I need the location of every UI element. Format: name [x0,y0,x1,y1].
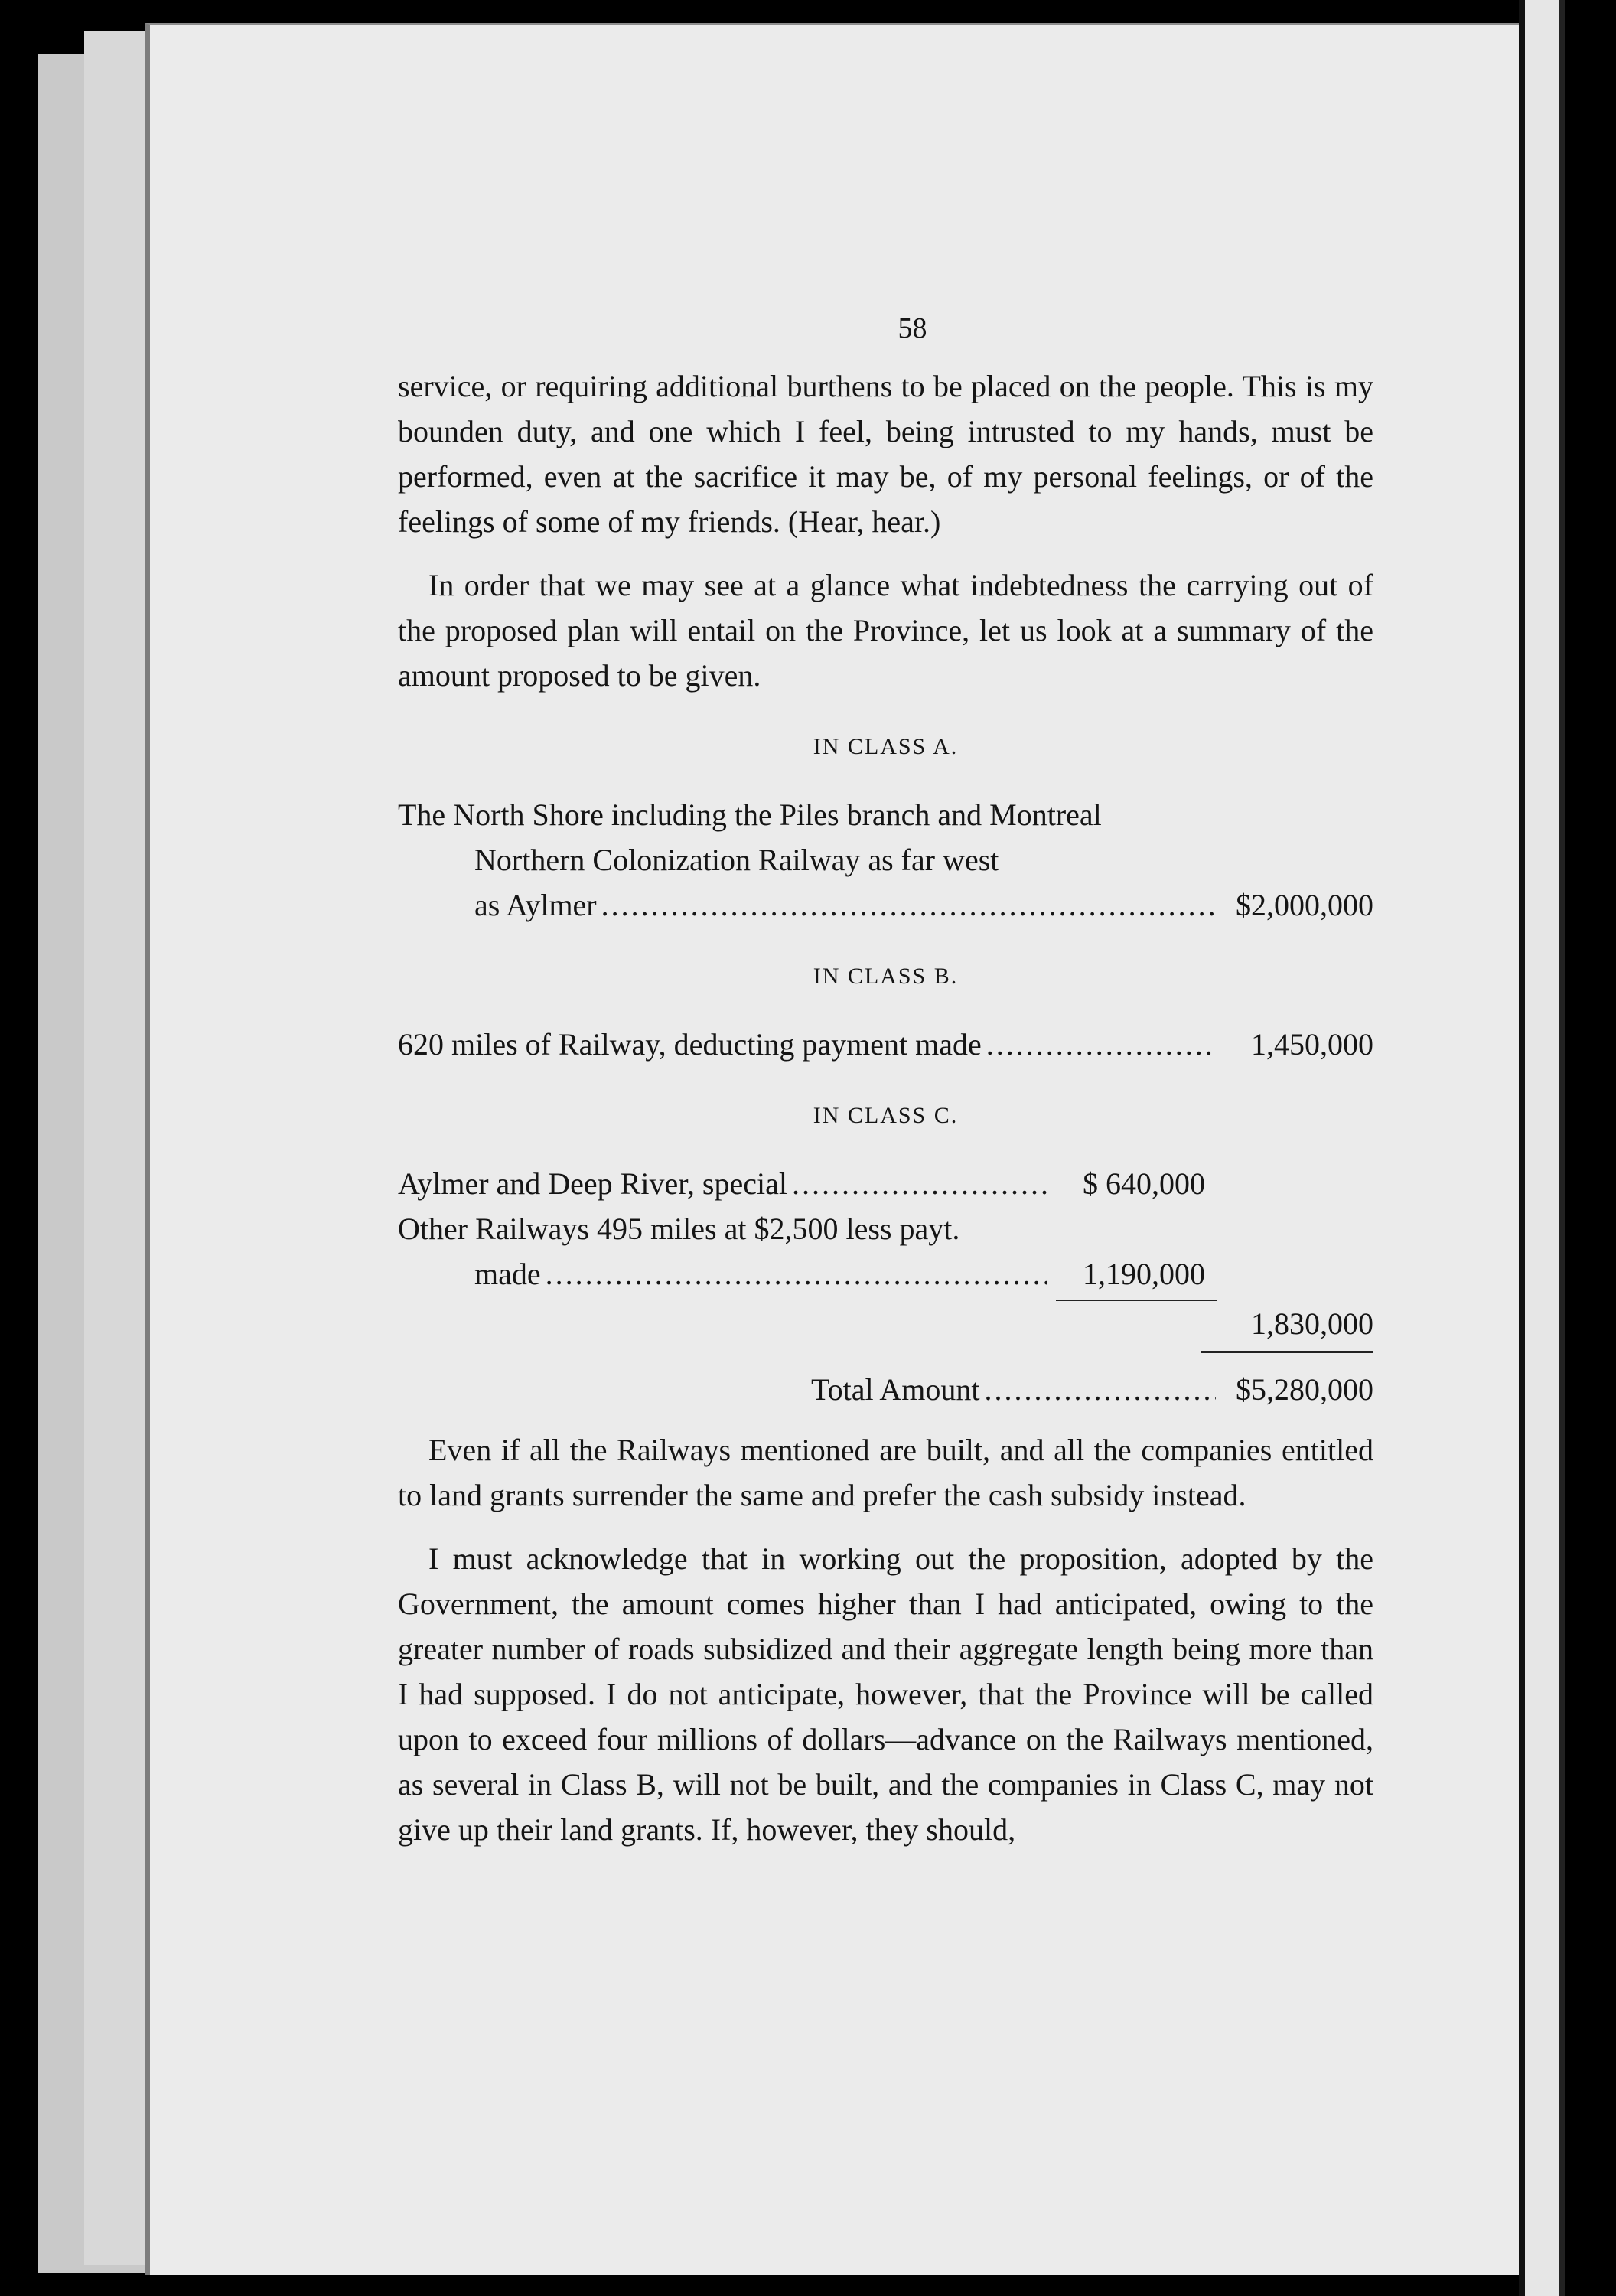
class-a-line-end: as Aylmer [474,888,597,922]
total-row [398,1367,1373,1412]
class-b-row [398,1022,1373,1067]
paragraph-4: I must acknowledge that in working out the proposition, adopted by the Government, the amount comes higher than I had anticipated, owing to the greater number of roads subsidized and their aggregate length being more than I had supposed. I do not anticipate, however, that the Province will be called upon to exceed four millions of dollars—advance on the Railways mentioned, as several in Class B, will not be built, and the companies in Class C, may not give up their land grants. If, however, they should, [398,1541,1373,1847]
leader-dots [986,1022,1216,1067]
paragraph-3: Even if all the Railways mentioned are built, and all the companies entitled to land grants surrender the same and prefer the cash subsidy instead. [398,1433,1373,1512]
paragraph-2: In order that we may see at a glance what indebtedness the carrying out of the proposed plan will entail on the Province, let us look at a summary of the amount proposed to be given. [398,568,1373,693]
class-c-item2-amount: 1,190,000 [1083,1257,1205,1291]
class-c-item2-label-cont: made [474,1257,541,1291]
class-a-amount: $2,000,000 [1236,888,1373,922]
binding-gutter [1519,0,1565,2296]
class-a-amount-row [398,882,1373,928]
class-a-entry [398,792,1373,928]
class-c-item1-row [398,1161,1373,1206]
class-b-amount: 1,450,000 [1251,1027,1373,1062]
leader-dots [792,1161,1047,1206]
total-amount: $5,280,000 [1236,1372,1373,1407]
class-b-label: 620 miles of Railway, deducting payment made [398,1027,982,1062]
class-c-subtotal-row [398,1301,1373,1346]
leader-dots [601,882,1216,928]
scan-border [1565,0,1616,2296]
paragraph-1: service, or requiring additional burthens to be placed on the people. This is my bounden duty, and one which I feel, being intrusted to my hands, must be performed, even at the sacrifice it may be, of my personal feelings, or of the feelings of some of my friends. (Hear, hear.) [398,369,1373,539]
page-content [398,306,1373,1852]
class-c-item2-label: Other Railways 495 miles at $2,500 less payt. [398,1212,960,1246]
class-a-description: The North Shore including the Piles branch and Montreal Northern Colonization Railway as far west [398,797,1102,877]
class-c-item1-label: Aylmer and Deep River, special [398,1166,787,1201]
total-label: Total Amount [811,1372,980,1407]
leader-dots [546,1251,1047,1296]
page-number: 58 [898,312,927,344]
class-c-heading: IN CLASS C. [813,1103,959,1128]
class-c-item2-row [398,1206,1373,1251]
total-rule [1201,1351,1373,1353]
class-a-heading: IN CLASS A. [813,734,959,759]
class-c-item2-cont-row [398,1251,1373,1296]
class-c-subtotal: 1,830,000 [1251,1306,1373,1341]
leader-dots [985,1367,1216,1412]
class-c-item1-amount: $ 640,000 [1083,1166,1205,1201]
class-b-heading: IN CLASS B. [813,964,959,989]
